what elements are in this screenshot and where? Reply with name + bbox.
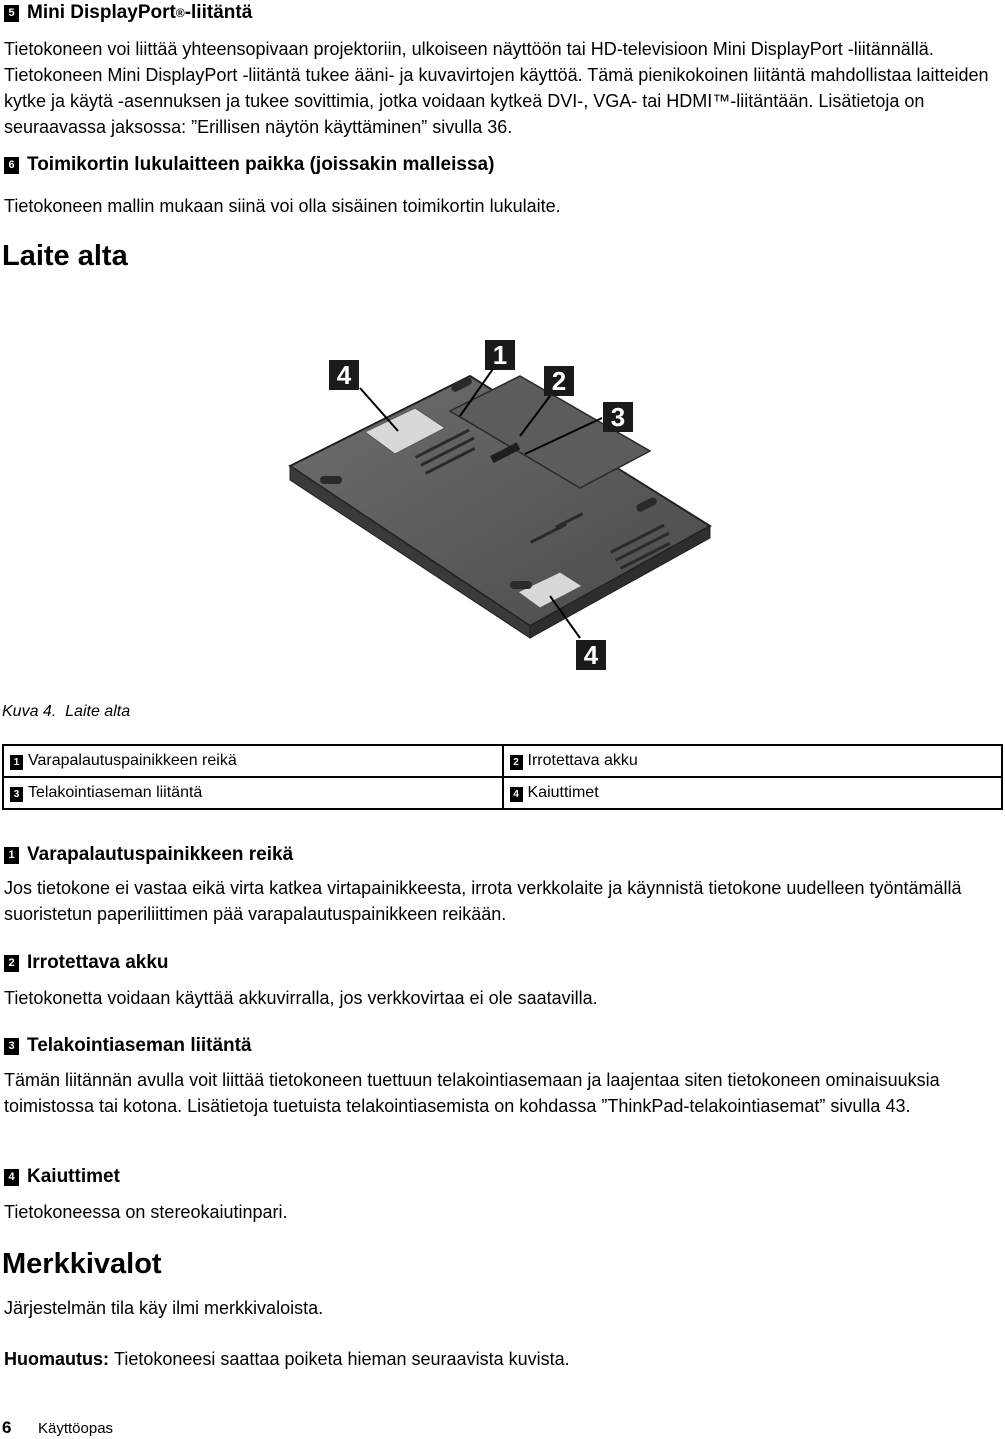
heading-indicator-lights: Merkkivalot <box>2 1248 162 1280</box>
callout-badge: 1 <box>10 755 23 770</box>
legend-label: Telakointiaseman liitäntä <box>28 784 203 801</box>
note-label: Huomautus: <box>4 1349 109 1369</box>
callout-badge: 2 <box>510 755 523 770</box>
callout-badge: 3 <box>4 1038 19 1055</box>
item-1-body: Jos tietokone ei vastaa eikä virta katkea virtapainikkeesta, irrota verkkolaite ja käynnistä tietokone uudelleen työntämällä suoristetun paperiliittimen pää varapalautuspainikkeen reikään. <box>4 878 962 924</box>
registered-mark: ® <box>175 6 185 20</box>
item-3-title: Telakointiaseman liitäntä <box>27 1035 252 1056</box>
book-title: Käyttöopas <box>38 1420 114 1437</box>
item-2-title: Irrotettava akku <box>27 952 169 973</box>
callout-1: 1 <box>485 340 515 370</box>
section-5-title-suffix: -liitäntä <box>184 2 253 23</box>
table-row <box>3 745 1002 777</box>
note-paragraph <box>4 1346 999 1372</box>
caption-text: Laite alta <box>65 703 131 720</box>
legend-label: Varapalautuspainikkeen reikä <box>28 752 237 769</box>
item-4-heading <box>4 1166 120 1188</box>
item-4-body: Tietokoneessa on stereokaiutinpari. <box>4 1202 288 1222</box>
section-5-title: Mini DisplayPort <box>27 2 176 23</box>
legend-cell <box>3 745 503 777</box>
item-3-heading <box>4 1035 252 1057</box>
legend-cell <box>503 777 1003 809</box>
callout-badge: 2 <box>4 955 19 972</box>
legend-cell <box>3 777 503 809</box>
callout-badge: 6 <box>4 157 19 174</box>
legend-label: Irrotettava akku <box>527 752 638 769</box>
legend-cell <box>503 745 1003 777</box>
item-2-body: Tietokonetta voidaan käyttää akkuvirralla, jos verkkovirtaa ei ole saatavilla. <box>4 988 598 1008</box>
item-4-title: Kaiuttimet <box>27 1166 120 1187</box>
item-3-body: Tämän liitännän avulla voit liittää tietokoneen tuettuun telakointiasemaan ja laajentaa siten tietokoneen ominaisuuksia toimistossa tai kotona. Lisätietoja tuetuista telakointiasemista on kohdassa ”ThinkPad-telakointiasemat” sivulla 43. <box>4 1070 940 1116</box>
section-6-heading <box>4 154 494 176</box>
callout-badge: 4 <box>510 787 523 802</box>
callout-3: 3 <box>603 402 633 432</box>
callout-4-top: 4 <box>329 360 359 390</box>
page-number: 6 <box>2 1418 12 1437</box>
callout-2: 2 <box>544 366 574 396</box>
section-6-title: Toimikortin lukulaitteen paikka (joissakin malleissa) <box>27 154 495 175</box>
laptop-bottom-figure <box>280 336 720 676</box>
figure-caption <box>2 703 130 721</box>
rubber-foot <box>510 581 532 589</box>
page-footer <box>2 1418 113 1438</box>
item-2-heading <box>4 952 169 974</box>
heading-bottom-view: Laite alta <box>2 240 128 272</box>
table-row <box>3 777 1002 809</box>
legend-table <box>2 744 1003 810</box>
note-text: Tietokoneesi saattaa poiketa hieman seuraavista kuvista. <box>114 1349 570 1369</box>
callout-badge: 1 <box>4 847 19 864</box>
item-1-heading <box>4 844 293 866</box>
rubber-foot <box>320 476 342 484</box>
section-6-body: Tietokoneen mallin mukaan siinä voi olla sisäinen toimikortin lukulaite. <box>4 196 561 216</box>
item-1-title: Varapalautuspainikkeen reikä <box>27 844 294 865</box>
callout-badge: 4 <box>4 1169 19 1186</box>
caption-label: Kuva 4. <box>2 703 57 720</box>
section-5-body: Tietokoneen voi liittää yhteensopivaan projektoriin, ulkoiseen näyttöön tai HD-televisioon Mini DisplayPort -liitännällä. Tietokoneen Mini DisplayPort -liitäntä tukee ääni- ja kuvavirtojen käyttöä. Tämä pienikokoinen liitäntä mahdollistaa laitteiden kytke ja käytä -asennuksen ja tukee sovittimia, jotka voidaan kytkeä DVI-, VGA- tai HDMI™-liitäntään. Lisätietoja on seuraavassa jaksossa: ”Erillisen näytön käyttäminen” sivulla 36. <box>4 39 989 137</box>
callout-badge: 3 <box>10 787 23 802</box>
legend-label: Kaiuttimet <box>527 784 599 801</box>
section-5-heading <box>4 2 252 24</box>
indicator-lights-body: Järjestelmän tila käy ilmi merkkivaloista. <box>4 1298 324 1318</box>
callout-badge: 5 <box>4 5 19 22</box>
callout-4-bottom: 4 <box>576 640 606 670</box>
